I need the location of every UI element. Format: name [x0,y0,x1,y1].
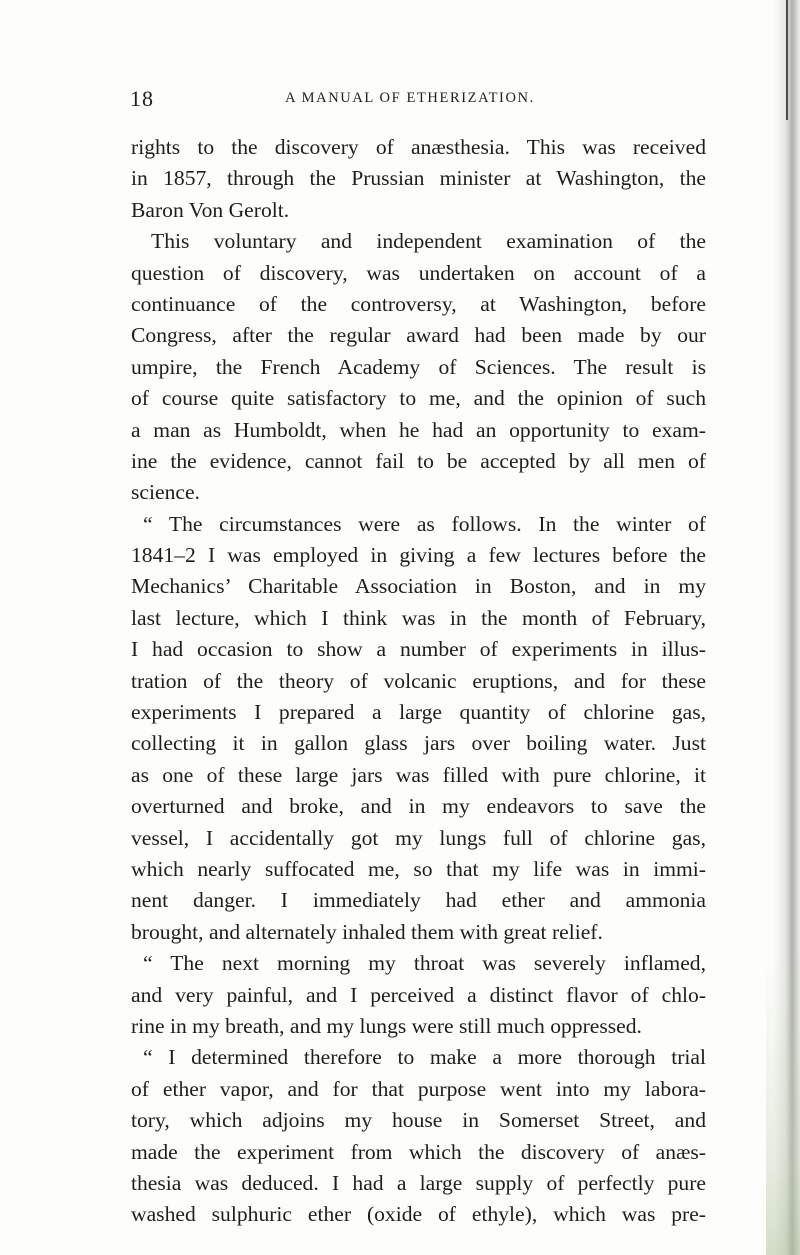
text-line: a man as Humboldt, when he had an opportunity to exam- [131,417,706,442]
text-line: brought, and alternately inhaled them with great relief. [131,919,603,944]
text-line: experiments I prepared a large quantity of chlorine gas, [131,700,706,725]
text-line: 1841–2 I was employed in giving a few lectures before the [131,543,706,568]
text-line: washed sulphuric ether (oxide of ethyle), which was pre- [131,1202,706,1227]
text-line: rights to the discovery of anæsthesia. This was received [131,135,706,159]
text-line: tration of the theory of volcanic eruptions, and for these [131,668,706,693]
text-line: I had occasion to show a number of experiments in illus- [131,637,706,662]
text-line: as one of these large jars was filled with pure chlorine, it [131,762,706,787]
text-line: made the experiment from which the discovery of anæs- [131,1139,706,1164]
text-line: rine in my breath, and my lungs were still much oppressed. [131,1013,642,1038]
page-edge-line [786,0,788,120]
page-header [130,86,690,112]
text-line: nent danger. I immediately had ether and ammonia [131,888,706,913]
text-line: Mechanics’ Charitable Association in Boston, and in my [131,574,706,599]
text-line: collecting it in gallon glass jars over boiling water. Just [131,731,706,756]
text-line: “ I determined therefore to make a more thorough trial [143,1045,706,1070]
text-line: tory, which adjoins my house in Somerset Street, and [131,1108,706,1133]
text-line: “ The circumstances were as follows. In the winter of [143,511,706,536]
text-line: vessel, I accidentally got my lungs full of chlorine gas, [131,825,706,850]
page-number: 18 [130,86,154,111]
text-line: Congress, after the regular award had been made by our [131,323,706,348]
running-title: A MANUAL OF ETHERIZATION. [285,90,535,106]
text-line: “ The next morning my throat was severely inflamed, [143,951,706,976]
text-line: in 1857, through the Prussian minister at Washington, the [131,166,706,191]
text-line: ine the evidence, cannot fail to be accepted by all men of [131,448,706,473]
text-line: last lecture, which I think was in the month of February, [131,605,706,630]
text-line: umpire, the French Academy of Sciences. The result is [131,354,706,379]
text-line: which nearly suffocated me, so that my life was in immi- [131,856,706,881]
text-line: science. [131,480,200,505]
text-line: Baron Von Gerolt. [131,197,290,222]
text-line: of course quite satisfactory to me, and the opinion of such [131,386,706,411]
body-text [131,132,706,1231]
text-line: This voluntary and independent examination of the [151,229,706,254]
page-edge-stain [766,955,800,1255]
text-line: and very painful, and I perceived a distinct flavor of chlo- [131,982,706,1007]
text-line: question of discovery, was undertaken on account of a [131,260,706,285]
text-line: overturned and broke, and in my endeavors to save the [131,794,706,819]
text-line: thesia was deduced. I had a large supply of perfectly pure [131,1170,706,1195]
text-line: of ether vapor, and for that purpose went into my labora- [131,1076,706,1101]
text-line: continuance of the controversy, at Washington, before [131,291,706,316]
